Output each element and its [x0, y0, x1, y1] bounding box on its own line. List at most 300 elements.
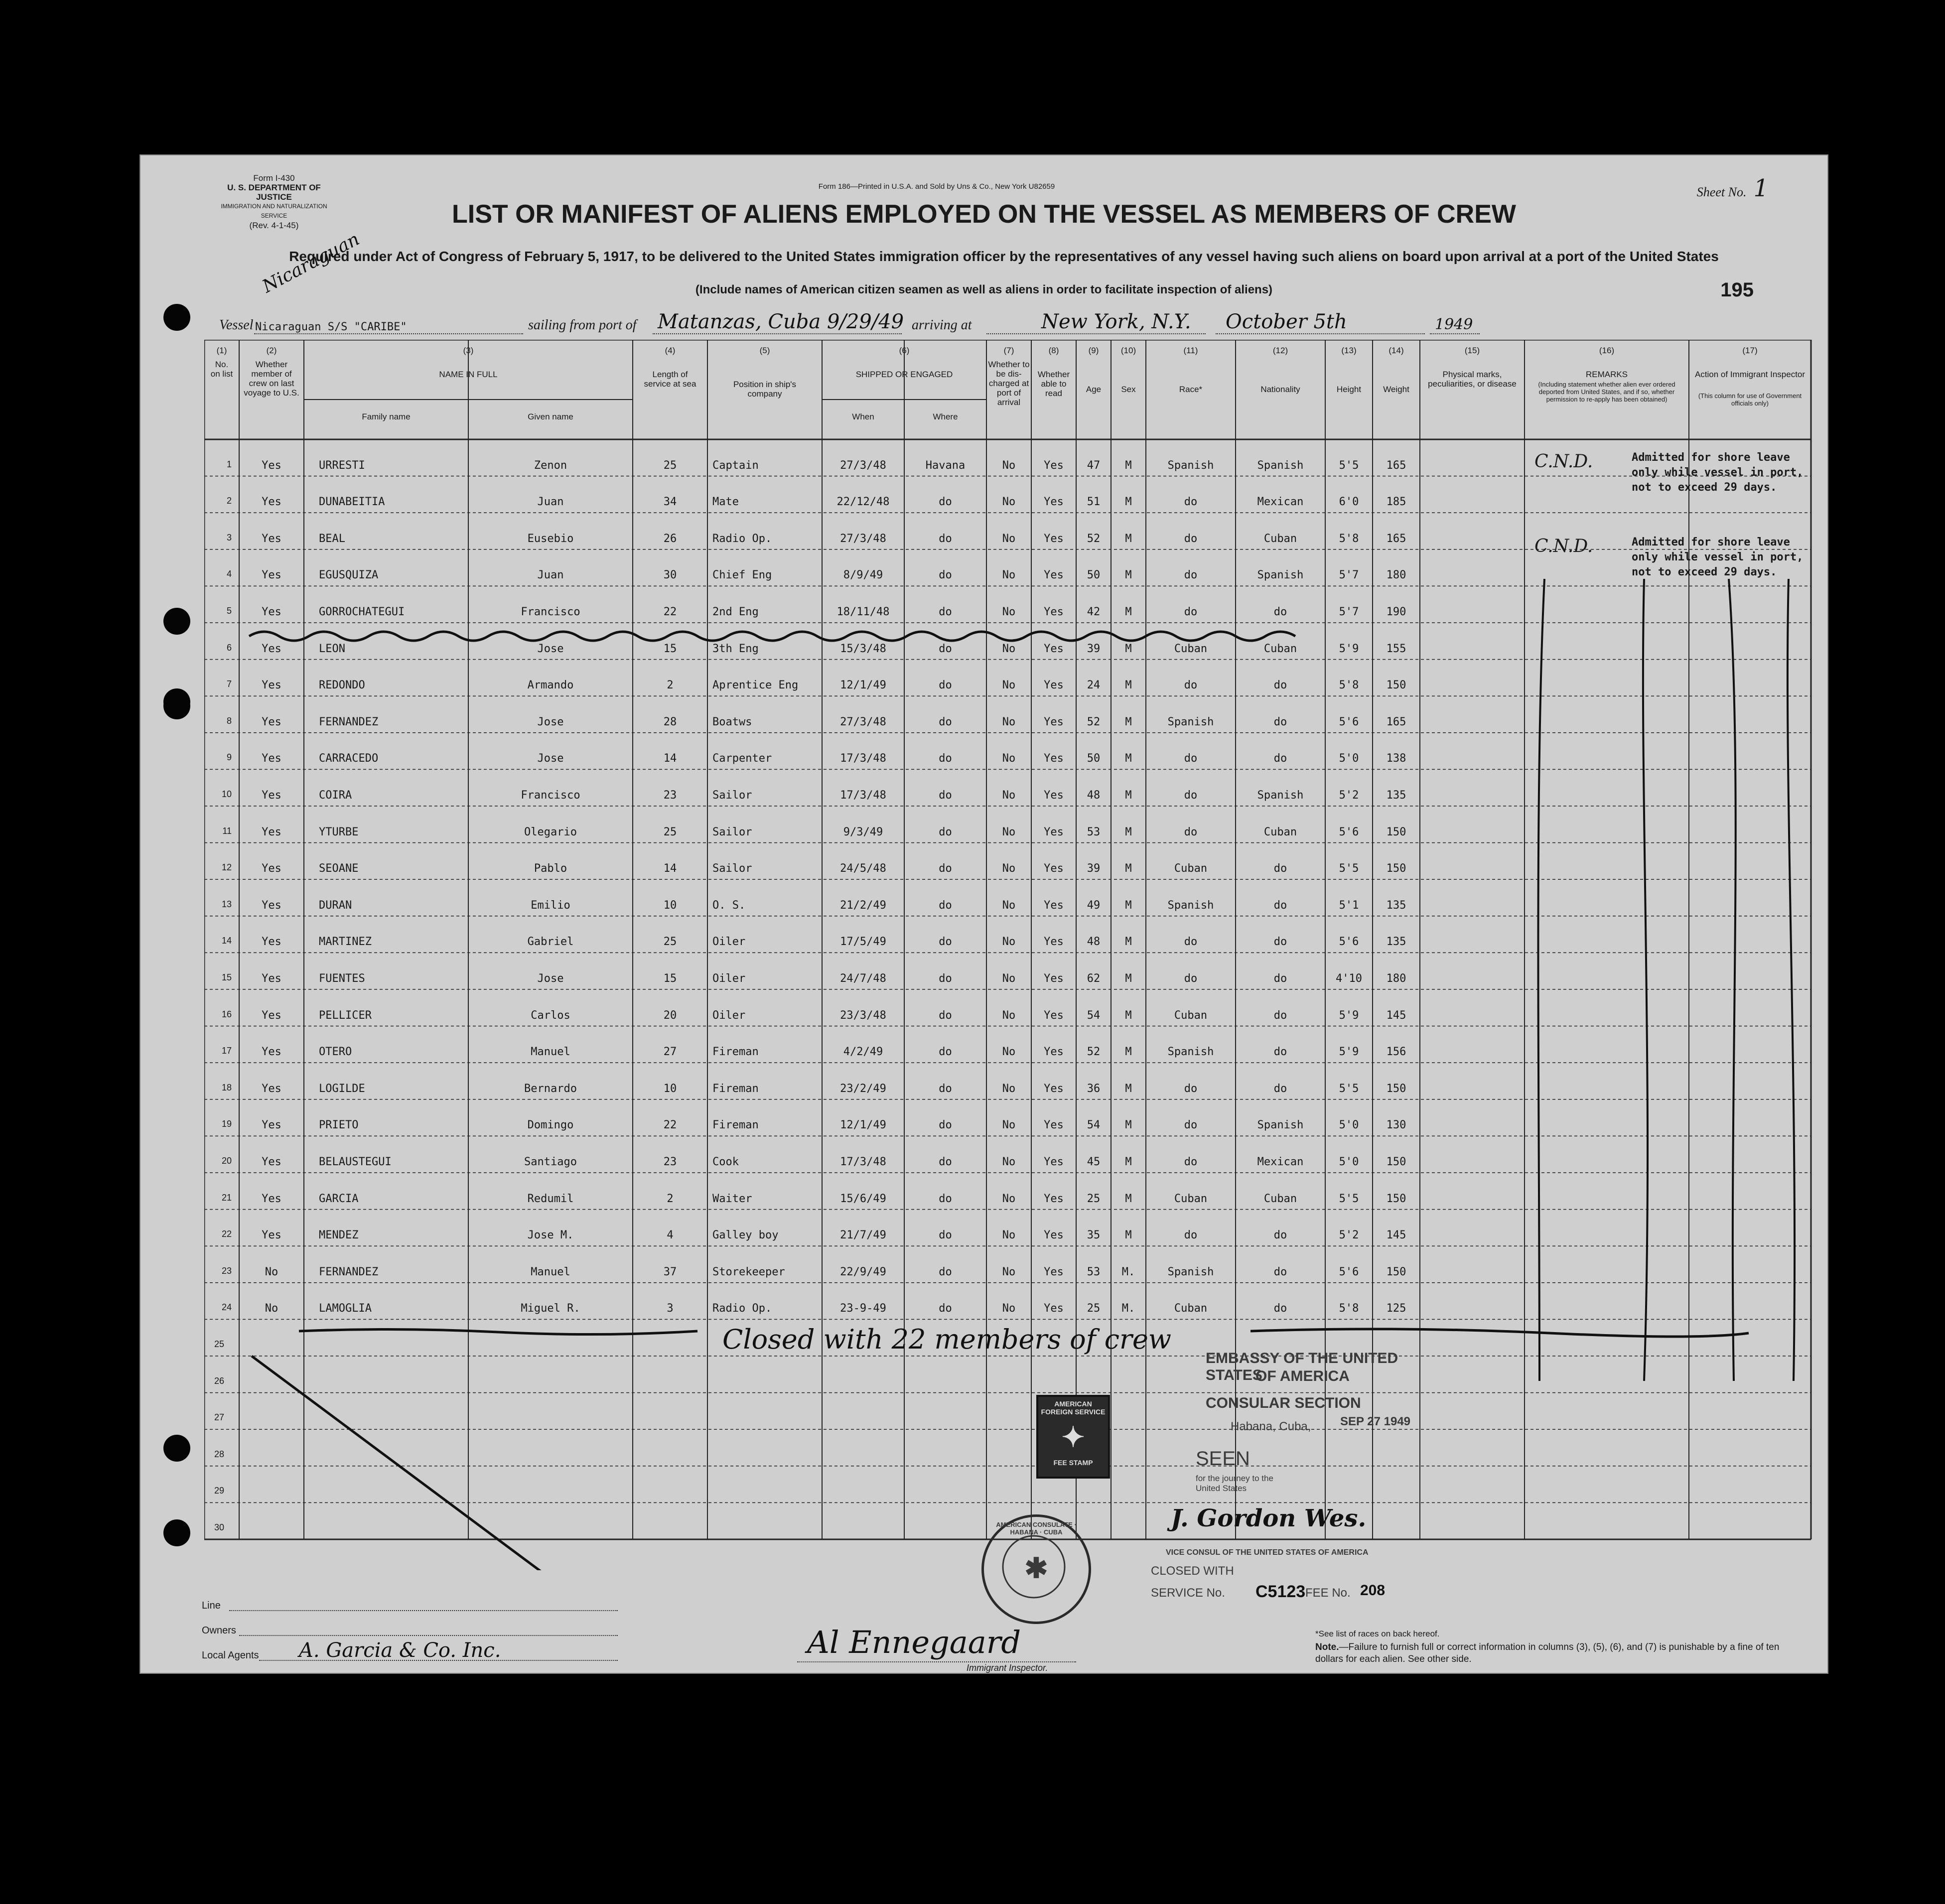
given-name: Domingo [527, 1119, 574, 1132]
include-note: (Include names of American citizen seamen as well as aliens in order to facilitate inspection of aliens) [695, 283, 1273, 296]
nationality: Cuban [1263, 825, 1297, 838]
position: Cook [712, 1156, 739, 1168]
weight: 155 [1386, 642, 1406, 655]
service-length: 25 [663, 936, 677, 949]
discharged: No [1002, 679, 1016, 692]
remark-2: Admitted for shore leave only while vessel in port, not to exceed 29 days. [1632, 536, 1804, 578]
service-length: 3 [667, 1302, 674, 1315]
col17-sub: (This column for use of Government officials only) [1698, 392, 1802, 407]
age: 52 [1087, 715, 1101, 728]
margin-note: Nicaraguan [259, 229, 363, 297]
height: 5'9 [1339, 642, 1359, 655]
shipped-when: 15/6/49 [840, 1192, 886, 1205]
family-name: YTURBE [319, 825, 359, 838]
discharged: No [1002, 715, 1016, 728]
service-length: 30 [663, 569, 677, 582]
nationality: do [1273, 899, 1287, 912]
shipped-when: 21/2/49 [840, 899, 886, 912]
family-name: BELAUSTEGUI [319, 1156, 392, 1168]
line-label: Line [202, 1600, 221, 1611]
able-to-read: Yes [1044, 899, 1064, 912]
race: Spanish [1167, 459, 1214, 472]
service-length: 20 [663, 1009, 677, 1022]
required-statement: Required under Act of Congress of February 5, 1917, to be delivered to the United States immigration officer by the representatives of any vessel having such aliens on board upon arrival at a port of the United States [289, 249, 1719, 264]
discharged: No [1002, 532, 1016, 545]
service-length: 14 [663, 752, 677, 765]
service-length: 10 [663, 1082, 677, 1095]
height: 5'8 [1339, 1302, 1359, 1315]
prior-voyage: No [265, 1265, 278, 1278]
row-number: 15 [221, 972, 232, 982]
position: Carpenter [712, 752, 772, 765]
col13-num: (13) [1341, 346, 1357, 355]
weight: 135 [1386, 899, 1406, 912]
given-name: Bernardo [524, 1082, 577, 1095]
discharged: No [1002, 606, 1016, 618]
position: Sailor [712, 825, 752, 838]
col10-num: (10) [1120, 346, 1136, 355]
shipped-when: 27/3/48 [840, 715, 886, 728]
shipped-when: 8/9/49 [843, 569, 883, 582]
shipped-where: do [939, 496, 952, 509]
prior-voyage: Yes [262, 1229, 281, 1242]
prior-voyage: Yes [262, 642, 281, 655]
shipped-when: 9/3/49 [843, 825, 883, 838]
family-name: CARRACEDO [319, 752, 379, 765]
sex: M [1125, 1156, 1132, 1168]
sex: M. [1121, 1265, 1135, 1278]
race: Spanish [1167, 1046, 1214, 1059]
cnd-mark-1: C.N.D. [1534, 451, 1593, 472]
sailing-value: Matanzas, Cuba 9/29/49 [658, 310, 904, 333]
prior-voyage: Yes [262, 459, 281, 472]
col7-head: Whether to be dis-charged at port of arrival [988, 360, 1030, 407]
sex: M [1125, 862, 1132, 875]
shipped-where: do [939, 1265, 952, 1278]
given-name: Eusebio [527, 532, 574, 545]
able-to-read: Yes [1044, 569, 1064, 582]
weight: 185 [1386, 496, 1406, 509]
arriving-label: arriving at [912, 317, 972, 333]
service-length: 34 [663, 496, 677, 509]
col2-num: (2) [266, 346, 277, 355]
nationality: Mexican [1257, 1156, 1304, 1168]
row-number: 16 [221, 1009, 232, 1019]
col15-num: (15) [1464, 346, 1480, 355]
prior-voyage: Yes [262, 1082, 281, 1095]
weight: 125 [1386, 1302, 1406, 1315]
age: 42 [1087, 606, 1101, 618]
shipped-where: do [939, 1082, 952, 1095]
given-name: Gabriel [527, 936, 574, 949]
given-name: Jose [537, 972, 564, 985]
family-name: MENDEZ [319, 1229, 359, 1242]
family-name: FERNANDEZ [319, 1265, 379, 1278]
sex: M [1125, 972, 1132, 985]
shipped-when: 23/3/48 [840, 1009, 886, 1022]
discharged: No [1002, 1302, 1016, 1315]
given-name: Francisco [521, 606, 580, 618]
position: Chief Eng [712, 569, 772, 582]
row-number: 27 [214, 1412, 224, 1423]
shipped-when: 18/11/48 [836, 606, 890, 618]
position: Fireman [712, 1046, 759, 1059]
sex: M [1125, 459, 1132, 472]
shipped-where: do [939, 752, 952, 765]
table-grid [204, 340, 1818, 1570]
position: Aprentice Eng [712, 679, 799, 692]
race: Cuban [1174, 642, 1208, 655]
given-name: Santiago [524, 1156, 577, 1168]
nationality: do [1273, 1265, 1287, 1278]
row-number: 2 [226, 496, 232, 506]
family-name: FUENTES [319, 972, 365, 985]
shipped-where: do [939, 642, 952, 655]
nationality: do [1273, 1229, 1287, 1242]
able-to-read: Yes [1044, 1082, 1064, 1095]
consular-stamp: EMBASSY OF THE UNITED STATES OF AMERICA CONSULAR SECTION Habana, Cuba, SEP 27 1949 SEEN for the journey to the United States J. Gordon Wes. VICE CONSUL OF THE UNITED STATES OF AMERICA CLOSED WITH SERVICE No. C5123 FEE No. 208 [1151, 1350, 1411, 1601]
sheet-number-value: 1 [1753, 174, 1769, 202]
able-to-read: Yes [1044, 679, 1064, 692]
position: 2nd Eng [712, 606, 759, 618]
able-to-read: Yes [1044, 1265, 1064, 1278]
row-number: 3 [226, 532, 232, 543]
shipped-where: do [939, 1302, 952, 1315]
given-name: Francisco [521, 789, 580, 802]
nationality: do [1273, 862, 1287, 875]
manifest-sheet [139, 154, 1828, 1674]
shipped-when: 4/2/49 [843, 1046, 883, 1059]
service-length: 23 [663, 789, 677, 802]
able-to-read: Yes [1044, 606, 1064, 618]
col7-num: (7) [1003, 346, 1014, 355]
weight: 150 [1386, 1082, 1406, 1095]
height: 5'6 [1339, 825, 1359, 838]
shipped-when: 15/3/48 [840, 642, 886, 655]
family-name: BEAL [319, 532, 345, 545]
row-number: 6 [226, 642, 232, 653]
height: 5'6 [1339, 936, 1359, 949]
age: 36 [1087, 1082, 1101, 1095]
race: do [1184, 1082, 1198, 1095]
age: 45 [1087, 1156, 1101, 1168]
shipped-where: do [939, 936, 952, 949]
row-number: 17 [221, 1046, 232, 1056]
able-to-read: Yes [1044, 459, 1064, 472]
discharged: No [1002, 936, 1016, 949]
nationality: do [1273, 936, 1287, 949]
age: 39 [1087, 862, 1101, 875]
given-name: Armando [527, 679, 574, 692]
given-name: Manuel [531, 1265, 570, 1278]
service-number: C5123 [1255, 1582, 1306, 1601]
sex: M [1125, 1046, 1132, 1059]
sex: M [1125, 606, 1132, 618]
shipped-where: do [939, 679, 952, 692]
prior-voyage: Yes [262, 606, 281, 618]
prior-voyage: Yes [262, 789, 281, 802]
nationality: do [1273, 715, 1287, 728]
service-length: 15 [663, 642, 677, 655]
nationality: Spanish [1257, 789, 1304, 802]
nationality: do [1273, 972, 1287, 985]
race: do [1184, 972, 1198, 985]
family-name: GORROCHATEGUI [319, 606, 405, 618]
able-to-read: Yes [1044, 642, 1064, 655]
able-to-read: Yes [1044, 1302, 1064, 1315]
age: 50 [1087, 569, 1101, 582]
given-name: Jose [537, 642, 564, 655]
weight: 190 [1386, 606, 1406, 618]
sex: M. [1121, 1302, 1135, 1315]
position: Oiler [712, 972, 746, 985]
weight: 145 [1386, 1009, 1406, 1022]
col6-head: SHIPPED OR ENGAGED [855, 370, 953, 379]
weight: 150 [1386, 1265, 1406, 1278]
sheet-number: Sheet No. 1 [1696, 174, 1769, 202]
service-length: 25 [663, 459, 677, 472]
shipped-when: 23-9-49 [840, 1302, 886, 1315]
shipped-when: 21/7/49 [840, 1229, 886, 1242]
race: do [1184, 569, 1198, 582]
row-number: 23 [221, 1265, 232, 1276]
discharged: No [1002, 496, 1016, 509]
weight: 135 [1386, 936, 1406, 949]
sex: M [1125, 642, 1132, 655]
able-to-read: Yes [1044, 862, 1064, 875]
able-to-read: Yes [1044, 972, 1064, 985]
row-number: 28 [214, 1449, 224, 1459]
eagle-icon: ✦ [1061, 1421, 1085, 1453]
height: 5'5 [1339, 1082, 1359, 1095]
revision: (Rev. 4-1-45) [249, 221, 299, 230]
race: Spanish [1167, 715, 1214, 728]
race: do [1184, 532, 1198, 545]
prior-voyage: Yes [262, 1009, 281, 1022]
height: 5'8 [1339, 679, 1359, 692]
able-to-read: Yes [1044, 1046, 1064, 1059]
family-name: OTERO [319, 1046, 352, 1059]
nationality: do [1273, 1009, 1287, 1022]
col5-head: Position in ship's company [733, 380, 797, 399]
col8-num: (8) [1048, 346, 1059, 355]
able-to-read: Yes [1044, 1229, 1064, 1242]
shipped-where: do [939, 899, 952, 912]
weight: 150 [1386, 1192, 1406, 1205]
row-number: 1 [226, 459, 232, 469]
row-number: 11 [222, 825, 232, 836]
shipped-when: 27/3/48 [840, 532, 886, 545]
sex: M [1125, 1119, 1132, 1132]
weight: 145 [1386, 1229, 1406, 1242]
agents-label: Local Agents [202, 1650, 259, 1661]
row-number: 13 [221, 899, 232, 909]
race: Spanish [1167, 899, 1214, 912]
given-name: Jose [537, 752, 564, 765]
sex: M [1125, 1192, 1132, 1205]
family-name: REDONDO [319, 679, 365, 692]
nationality: Spanish [1257, 569, 1304, 582]
shipped-when: 24/5/48 [840, 862, 886, 875]
age: 51 [1087, 496, 1101, 509]
nationality: do [1273, 679, 1287, 692]
printer-line: Form 186—Printed in U.S.A. and Sold by Uns & Co., New York U82659 [818, 182, 1055, 191]
service: IMMIGRATION AND NATURALIZATION SERVICE [221, 203, 327, 219]
height: 5'0 [1339, 1156, 1359, 1168]
height: 5'2 [1339, 789, 1359, 802]
able-to-read: Yes [1044, 752, 1064, 765]
position: Fireman [712, 1119, 759, 1132]
family-name: LEON [319, 642, 345, 655]
race: do [1184, 789, 1198, 802]
height: 5'6 [1339, 1265, 1359, 1278]
col6-sub-when: When [852, 412, 874, 421]
col2-head: Whether member of crew on last voyage to U.S. [244, 360, 299, 398]
discharged: No [1002, 972, 1016, 985]
row-number: 29 [214, 1486, 224, 1496]
row-number: 30 [214, 1522, 224, 1532]
service-length: 37 [663, 1265, 677, 1278]
weight: 150 [1386, 679, 1406, 692]
shipped-where: Havana [925, 459, 966, 472]
age: 49 [1087, 899, 1101, 912]
sex: M [1125, 899, 1132, 912]
sex: M [1125, 825, 1132, 838]
age: 52 [1087, 532, 1101, 545]
height: 5'6 [1339, 715, 1359, 728]
age: 54 [1087, 1009, 1101, 1022]
col17-head: Action of Immigrant Inspector [1694, 370, 1806, 379]
shipped-where: do [939, 789, 952, 802]
col11-num: (11) [1183, 346, 1198, 355]
nationality: Spanish [1257, 459, 1304, 472]
nationality: do [1273, 1082, 1287, 1095]
weight: 165 [1386, 459, 1406, 472]
nationality: Cuban [1263, 642, 1297, 655]
arriving-value: New York, N.Y. [1041, 310, 1191, 333]
row-number: 5 [226, 606, 232, 616]
col11-head: Race* [1179, 385, 1203, 394]
age: 48 [1087, 936, 1101, 949]
shipped-where: do [939, 569, 952, 582]
shipped-when: 27/3/48 [840, 459, 886, 472]
nationality: do [1273, 606, 1287, 618]
row-number: 9 [226, 752, 232, 763]
service-length: 10 [663, 899, 677, 912]
shipped-when: 17/3/48 [840, 1156, 886, 1168]
col16-head: REMARKS [1585, 370, 1628, 379]
shipped-where: do [939, 1119, 952, 1132]
age: 24 [1087, 679, 1101, 692]
service-length: 2 [667, 679, 674, 692]
punch-hole [163, 608, 190, 635]
col9-num: (9) [1088, 346, 1099, 355]
position: 3th Eng [712, 642, 759, 655]
age: 48 [1087, 789, 1101, 802]
discharged: No [1002, 899, 1016, 912]
shipped-when: 17/3/48 [840, 789, 886, 802]
shipped-when: 23/2/49 [840, 1082, 886, 1095]
given-name: Miguel R. [521, 1302, 580, 1315]
family-name: LOGILDE [319, 1082, 365, 1095]
service-length: 26 [663, 532, 677, 545]
discharged: No [1002, 1192, 1016, 1205]
age: 39 [1087, 642, 1101, 655]
row-number: 19 [221, 1119, 232, 1129]
col1-head: No. on list [210, 360, 233, 379]
shipped-when: 24/7/48 [840, 972, 886, 985]
sex: M [1125, 789, 1132, 802]
sex: M [1125, 496, 1132, 509]
shipped-where: do [939, 715, 952, 728]
col13-head: Height [1336, 385, 1362, 394]
col12-num: (12) [1272, 346, 1288, 355]
race: do [1184, 1156, 1198, 1168]
shipped-when: 12/1/49 [840, 1119, 886, 1132]
row-number: 7 [226, 679, 232, 689]
prior-voyage: Yes [262, 496, 281, 509]
prior-voyage: No [265, 1302, 278, 1315]
given-name: Jose M. [527, 1229, 574, 1242]
sailing-label: sailing from port of [528, 317, 637, 333]
family-name: COIRA [319, 789, 352, 802]
family-name: PELLICER [319, 1009, 372, 1022]
service-length: 22 [663, 606, 677, 618]
date-value: October 5th [1226, 310, 1347, 333]
discharged: No [1002, 1229, 1016, 1242]
row-number: 25 [214, 1339, 224, 1349]
able-to-read: Yes [1044, 936, 1064, 949]
family-name: FERNANDEZ [319, 715, 379, 728]
col12-head: Nationality [1260, 385, 1300, 394]
height: 5'9 [1339, 1046, 1359, 1059]
height: 5'5 [1339, 459, 1359, 472]
row-number: 26 [214, 1375, 224, 1386]
family-name: DUNABEITIA [319, 496, 385, 509]
age: 62 [1087, 972, 1101, 985]
discharged: No [1002, 642, 1016, 655]
row-number: 10 [221, 789, 232, 799]
nationality: Cuban [1263, 532, 1297, 545]
service-length: 15 [663, 972, 677, 985]
prior-voyage: Yes [262, 569, 281, 582]
given-name: Emilio [531, 899, 570, 912]
able-to-read: Yes [1044, 1009, 1064, 1022]
col1-num: (1) [216, 346, 227, 355]
family-name: PRIETO [319, 1119, 359, 1132]
col14-num: (14) [1389, 346, 1404, 355]
service-length: 2 [667, 1192, 674, 1205]
sex: M [1125, 532, 1132, 545]
prior-voyage: Yes [262, 1046, 281, 1059]
shipped-where: do [939, 1229, 952, 1242]
punch-hole [163, 304, 190, 331]
row-number: 20 [221, 1156, 232, 1166]
row-number: 12 [221, 862, 232, 873]
eagle-icon: ✱ [1024, 1552, 1048, 1584]
nationality: Cuban [1263, 1192, 1297, 1205]
nationality: do [1273, 1302, 1287, 1315]
service-length: 23 [663, 1156, 677, 1168]
race: do [1184, 1119, 1198, 1132]
department: U. S. DEPARTMENT OF JUSTICE [227, 183, 321, 202]
vessel-label: Vessel [219, 317, 254, 333]
position: Waiter [712, 1192, 752, 1205]
prior-voyage: Yes [262, 679, 281, 692]
shipped-where: do [939, 825, 952, 838]
sex: M [1125, 1009, 1132, 1022]
given-name: Manuel [531, 1046, 570, 1059]
